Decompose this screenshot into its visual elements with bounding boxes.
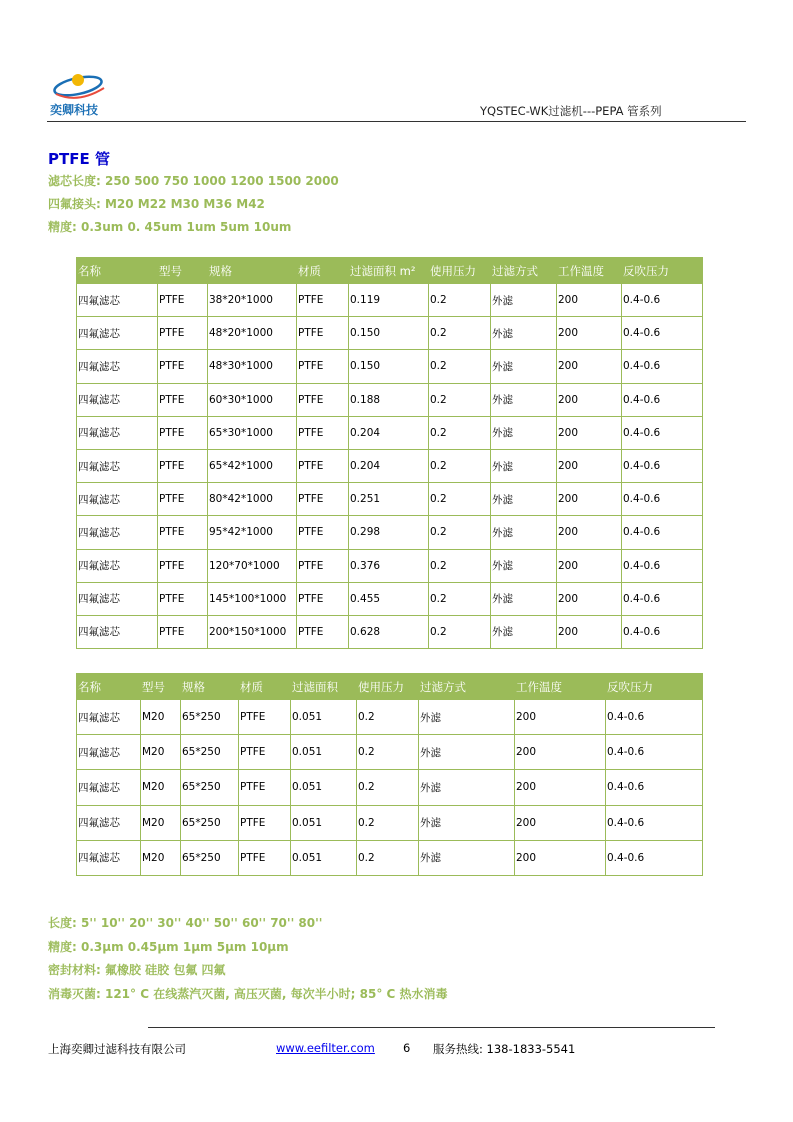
spec-line-length: 滤芯长度: 250 500 750 1000 1200 1500 2000 — [48, 174, 339, 188]
table-cell: 0.150 — [349, 317, 429, 350]
table-cell: 外滤 — [491, 284, 557, 317]
footer-page-number: 6 — [403, 1041, 411, 1055]
table-cell: 65*250 — [181, 840, 239, 875]
header-divider — [47, 121, 746, 122]
column-header: 规格 — [181, 674, 239, 700]
table-cell: PTFE — [158, 383, 208, 416]
table-cell: 48*20*1000 — [208, 317, 297, 350]
table-cell: 0.2 — [429, 317, 491, 350]
table-cell: 四氟滤芯 — [77, 284, 158, 317]
table-cell: 外滤 — [491, 416, 557, 449]
column-header: 过滤面积 m² — [349, 258, 429, 284]
ptfe-spec-table-2 — [76, 673, 703, 876]
table-cell: 四氟滤芯 — [77, 582, 158, 615]
table-row — [77, 317, 703, 350]
section-title: PTFE 管 — [48, 150, 110, 168]
table-cell: PTFE — [297, 516, 349, 549]
table-cell: 0.188 — [349, 383, 429, 416]
table-cell: PTFE — [158, 449, 208, 482]
column-header: 过滤方式 — [419, 674, 515, 700]
table-cell: PTFE — [297, 317, 349, 350]
table-cell: 外滤 — [491, 449, 557, 482]
table-cell: M20 — [141, 700, 181, 735]
table-cell: PTFE — [297, 449, 349, 482]
column-header: 使用压力 — [429, 258, 491, 284]
table-cell: 0.051 — [291, 770, 357, 805]
table-row — [77, 284, 703, 317]
spec-line-connector: 四氟接头: M20 M22 M30 M36 M42 — [48, 197, 265, 211]
table-cell: 0.4-0.6 — [622, 350, 703, 383]
table-cell: PTFE — [158, 416, 208, 449]
table-cell: PTFE — [297, 549, 349, 582]
table-row — [77, 840, 703, 875]
table-cell: 145*100*1000 — [208, 582, 297, 615]
table-cell: 0.2 — [357, 805, 419, 840]
table-cell: 200 — [515, 770, 606, 805]
table-cell: 65*250 — [181, 700, 239, 735]
footer-company: 上海奕卿过滤科技有限公司 — [48, 1042, 186, 1056]
table-cell: 四氟滤芯 — [77, 416, 158, 449]
bottom-spec-seal: 密封材料: 氟橡胶 硅胶 包氟 四氟 — [48, 963, 226, 977]
table-cell: PTFE — [297, 284, 349, 317]
table-cell: PTFE — [297, 416, 349, 449]
table-cell: 200 — [557, 615, 622, 648]
table-row — [77, 735, 703, 770]
table-cell: 65*30*1000 — [208, 416, 297, 449]
table-cell: 0.2 — [429, 449, 491, 482]
table-cell: 0.628 — [349, 615, 429, 648]
table-cell: 四氟滤芯 — [77, 317, 158, 350]
table-cell: 65*250 — [181, 770, 239, 805]
table-cell: PTFE — [158, 317, 208, 350]
table-cell: 0.4-0.6 — [622, 582, 703, 615]
table-cell: 四氟滤芯 — [77, 516, 158, 549]
table-cell: 0.051 — [291, 700, 357, 735]
table-cell: 四氟滤芯 — [77, 350, 158, 383]
table-cell: 四氟滤芯 — [77, 449, 158, 482]
column-header: 型号 — [158, 258, 208, 284]
table-cell: 0.119 — [349, 284, 429, 317]
column-header: 反吹压力 — [606, 674, 703, 700]
table-cell: 0.204 — [349, 449, 429, 482]
footer-website-link[interactable]: www.eefilter.com — [276, 1041, 375, 1055]
table-cell: 四氟滤芯 — [77, 700, 141, 735]
table-row — [77, 449, 703, 482]
table-cell: 0.2 — [429, 350, 491, 383]
table-cell: 外滤 — [491, 483, 557, 516]
table-cell: 0.2 — [429, 383, 491, 416]
table-cell: 200 — [557, 416, 622, 449]
column-header: 材质 — [239, 674, 291, 700]
table-cell: 0.4-0.6 — [606, 700, 703, 735]
ptfe-spec-table-1 — [76, 257, 703, 649]
table-cell: 0.4-0.6 — [606, 805, 703, 840]
table-cell: 60*30*1000 — [208, 383, 297, 416]
table-row — [77, 416, 703, 449]
table-cell: 38*20*1000 — [208, 284, 297, 317]
table-cell: PTFE — [158, 350, 208, 383]
table-cell: M20 — [141, 770, 181, 805]
table-row — [77, 549, 703, 582]
table-cell: 120*70*1000 — [208, 549, 297, 582]
logo-text: 奕卿科技 — [50, 103, 99, 117]
table-cell: 200 — [557, 317, 622, 350]
table-cell: PTFE — [297, 483, 349, 516]
column-header: 工作温度 — [557, 258, 622, 284]
table-cell: 200 — [515, 735, 606, 770]
table-cell: PTFE — [158, 549, 208, 582]
bottom-spec-sterilization: 消毒灭菌: 121° C 在线蒸汽灭菌, 高压灭菌, 每次半小时; 85° C 热水消毒 — [48, 987, 448, 1001]
table-cell: PTFE — [158, 284, 208, 317]
table-cell: 外滤 — [419, 700, 515, 735]
table-cell: 外滤 — [491, 383, 557, 416]
table-cell: M20 — [141, 805, 181, 840]
table-cell: PTFE — [239, 805, 291, 840]
column-header: 规格 — [208, 258, 297, 284]
table-cell: 四氟滤芯 — [77, 735, 141, 770]
table-row — [77, 483, 703, 516]
footer-divider — [148, 1027, 715, 1028]
table-cell: 外滤 — [491, 615, 557, 648]
table-header-row — [77, 674, 703, 700]
table-cell: 0.2 — [429, 483, 491, 516]
table-cell: 200 — [557, 483, 622, 516]
table-row — [77, 615, 703, 648]
table-cell: 四氟滤芯 — [77, 549, 158, 582]
table-cell: 65*250 — [181, 805, 239, 840]
table-cell: 0.298 — [349, 516, 429, 549]
table-cell: M20 — [141, 840, 181, 875]
table-cell: 65*250 — [181, 735, 239, 770]
table-header-row — [77, 258, 703, 284]
table-cell: 0.204 — [349, 416, 429, 449]
table-cell: 四氟滤芯 — [77, 805, 141, 840]
table-cell: PTFE — [158, 516, 208, 549]
column-header: 过滤方式 — [491, 258, 557, 284]
table-cell: 200 — [515, 700, 606, 735]
table-cell: 0.2 — [357, 840, 419, 875]
table-cell: 0.4-0.6 — [622, 549, 703, 582]
table-cell: 0.150 — [349, 350, 429, 383]
table-cell: 外滤 — [491, 516, 557, 549]
table-cell: 0.376 — [349, 549, 429, 582]
bottom-spec-precision: 精度: 0.3μm 0.45μm 1μm 5μm 10μm — [48, 940, 289, 954]
table-cell: 0.2 — [429, 615, 491, 648]
table-cell: 48*30*1000 — [208, 350, 297, 383]
column-header: 工作温度 — [515, 674, 606, 700]
table-cell: 外滤 — [419, 770, 515, 805]
column-header: 材质 — [297, 258, 349, 284]
table-cell: 0.4-0.6 — [622, 483, 703, 516]
table-cell: 0.4-0.6 — [622, 383, 703, 416]
table-cell: PTFE — [297, 615, 349, 648]
table-cell: 0.2 — [429, 516, 491, 549]
table-row — [77, 805, 703, 840]
table-cell: 四氟滤芯 — [77, 383, 158, 416]
column-header: 使用压力 — [357, 674, 419, 700]
table-cell: 200 — [557, 350, 622, 383]
table-cell: 0.4-0.6 — [606, 735, 703, 770]
table-cell: 0.2 — [357, 700, 419, 735]
table-cell: PTFE — [297, 582, 349, 615]
table-row — [77, 770, 703, 805]
table-cell: 200 — [515, 840, 606, 875]
table-cell: 95*42*1000 — [208, 516, 297, 549]
table-cell: 80*42*1000 — [208, 483, 297, 516]
table-cell: PTFE — [239, 700, 291, 735]
table-row — [77, 350, 703, 383]
table-cell: PTFE — [158, 582, 208, 615]
spec-line-precision: 精度: 0.3um 0. 45um 1um 5um 10um — [48, 220, 292, 234]
table-row — [77, 582, 703, 615]
table-cell: 200 — [515, 805, 606, 840]
column-header: 型号 — [141, 674, 181, 700]
table-cell: PTFE — [239, 735, 291, 770]
table-cell: 0.4-0.6 — [622, 449, 703, 482]
table-cell: 0.455 — [349, 582, 429, 615]
table-cell: 0.2 — [357, 770, 419, 805]
table-cell: 0.2 — [357, 735, 419, 770]
table-row — [77, 516, 703, 549]
table-cell: 0.051 — [291, 840, 357, 875]
table-cell: PTFE — [158, 615, 208, 648]
table-cell: 200 — [557, 449, 622, 482]
table-cell: 0.2 — [429, 549, 491, 582]
table-row — [77, 383, 703, 416]
table-cell: 200 — [557, 516, 622, 549]
table-cell: 0.4-0.6 — [622, 317, 703, 350]
table-cell: 0.2 — [429, 416, 491, 449]
table-cell: 200 — [557, 549, 622, 582]
table-cell: PTFE — [239, 840, 291, 875]
table-cell: 0.4-0.6 — [622, 615, 703, 648]
table-cell: 外滤 — [419, 735, 515, 770]
table-cell: PTFE — [297, 383, 349, 416]
table-cell: 0.4-0.6 — [622, 284, 703, 317]
table-cell: 0.2 — [429, 582, 491, 615]
footer-hotline: 服务热线: 138-1833-5541 — [433, 1042, 576, 1056]
column-header: 名称 — [77, 674, 141, 700]
table-cell: PTFE — [158, 483, 208, 516]
table-cell: 外滤 — [491, 549, 557, 582]
header-title: YQSTEC-WK过滤机---PEPA 管系列 — [480, 104, 662, 118]
table-cell: 外滤 — [491, 582, 557, 615]
table-cell: 200 — [557, 284, 622, 317]
table-cell: 0.251 — [349, 483, 429, 516]
table-cell: 外滤 — [491, 317, 557, 350]
table-cell: 四氟滤芯 — [77, 770, 141, 805]
bottom-spec-length: 长度: 5'' 10'' 20'' 30'' 40'' 50'' 60'' 70'' 80'' — [48, 916, 323, 930]
table-row — [77, 700, 703, 735]
table-cell: 四氟滤芯 — [77, 615, 158, 648]
column-header: 过滤面积 — [291, 674, 357, 700]
table-cell: 0.4-0.6 — [606, 840, 703, 875]
table-cell: 0.051 — [291, 735, 357, 770]
table-cell: M20 — [141, 735, 181, 770]
table-cell: 外滤 — [419, 840, 515, 875]
table-cell: 外滤 — [419, 805, 515, 840]
table-cell: 0.4-0.6 — [622, 416, 703, 449]
table-cell: 外滤 — [491, 350, 557, 383]
table-cell: 四氟滤芯 — [77, 840, 141, 875]
table-cell: PTFE — [297, 350, 349, 383]
table-cell: 0.4-0.6 — [622, 516, 703, 549]
table-cell: 四氟滤芯 — [77, 483, 158, 516]
table-cell: 200 — [557, 383, 622, 416]
table-cell: 200 — [557, 582, 622, 615]
table-cell: 200*150*1000 — [208, 615, 297, 648]
column-header: 反吹压力 — [622, 258, 703, 284]
table-cell: 0.2 — [429, 284, 491, 317]
table-cell: 0.4-0.6 — [606, 770, 703, 805]
table-cell: PTFE — [239, 770, 291, 805]
column-header: 名称 — [77, 258, 158, 284]
table-cell: 65*42*1000 — [208, 449, 297, 482]
table-cell: 0.051 — [291, 805, 357, 840]
